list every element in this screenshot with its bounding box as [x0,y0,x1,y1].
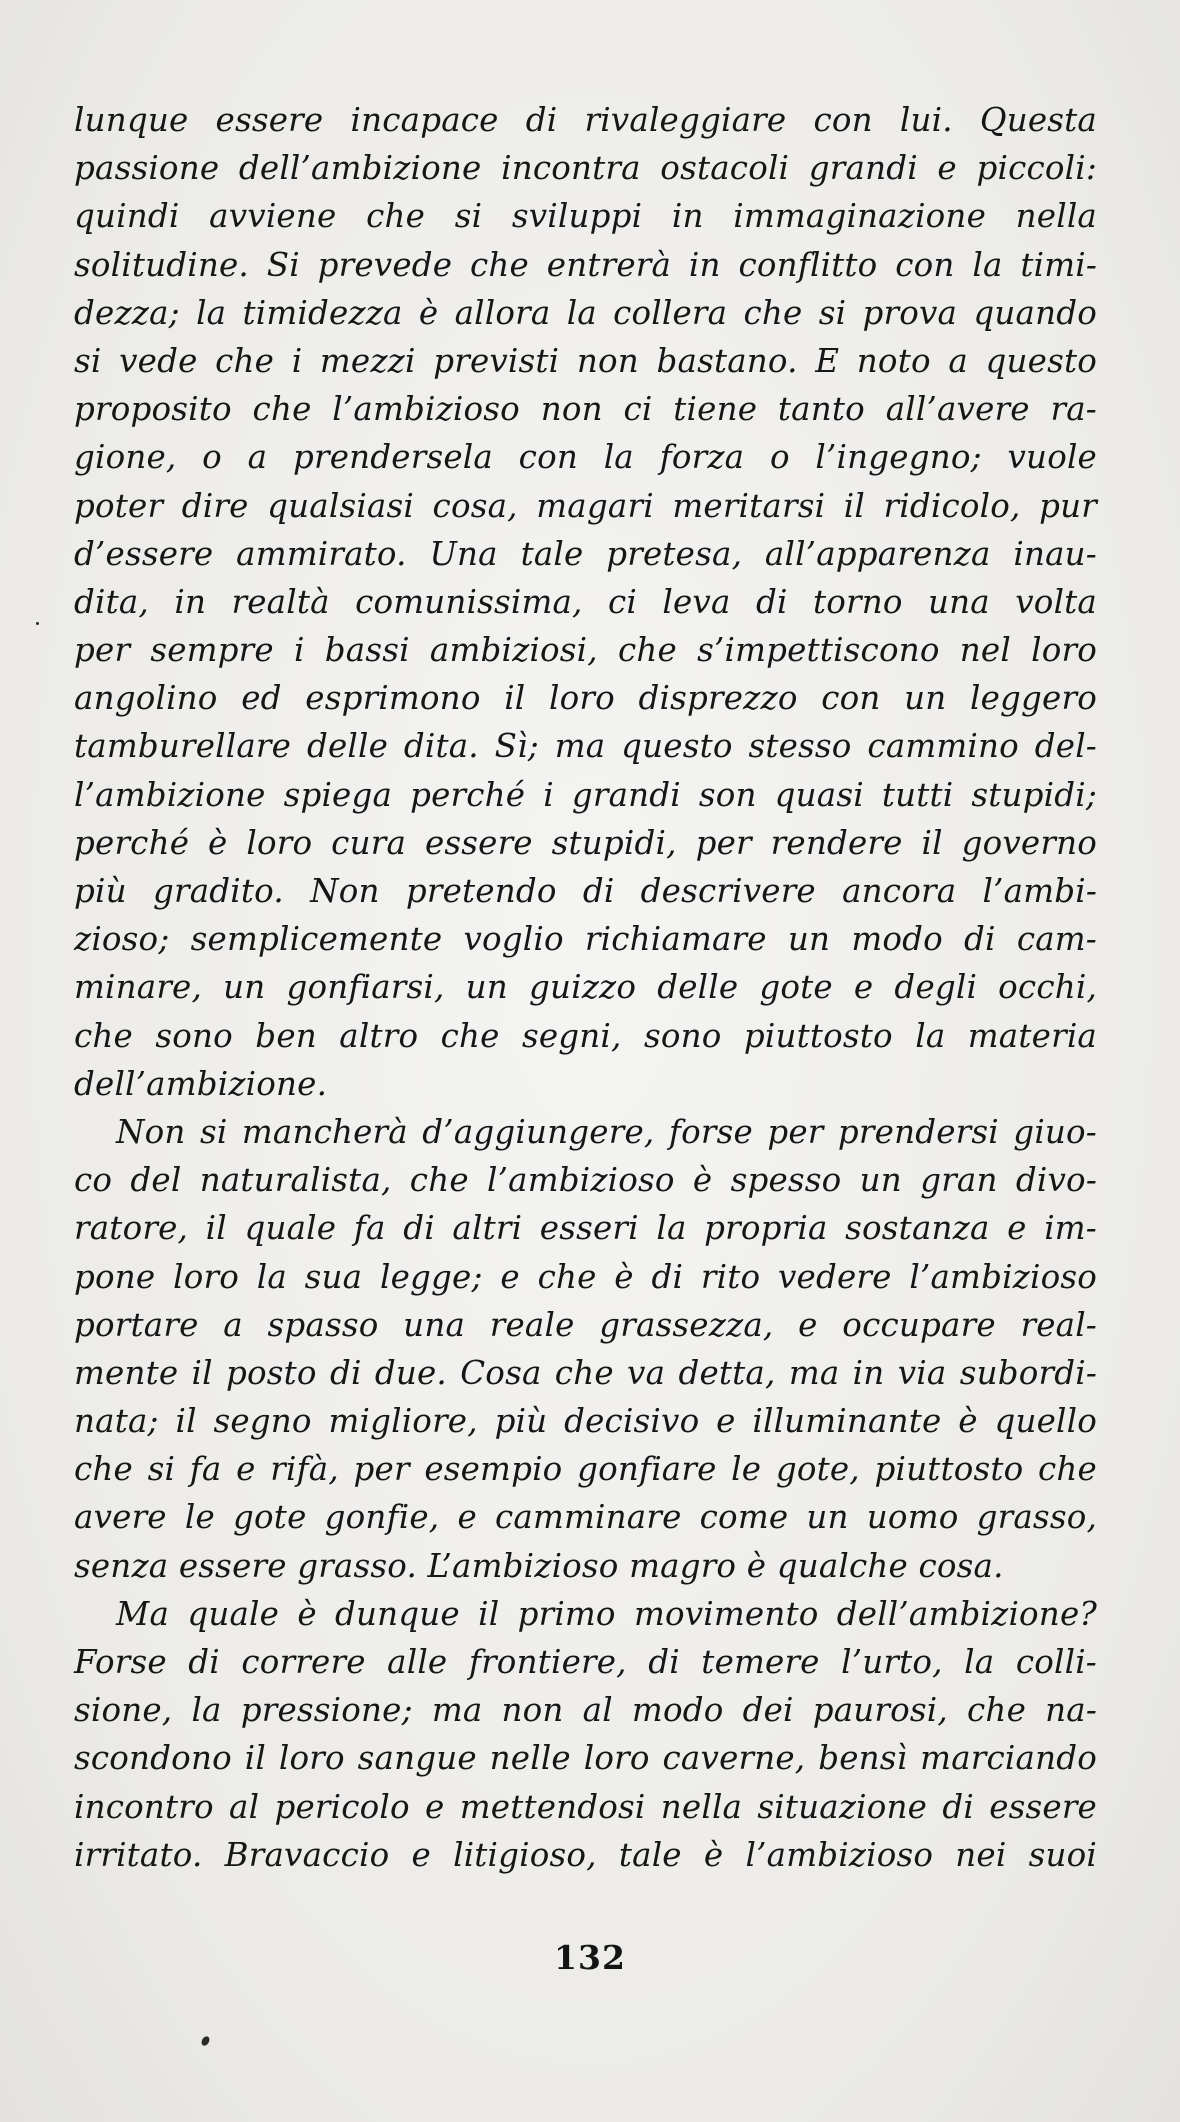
text-line: ratore, il quale fa di altri esseri la propria sostanza e im- [74,1209,1097,1248]
text-line: senza essere grasso. L’ambizioso magro è qualche cosa. [74,1546,1004,1585]
ink-speck [36,622,39,625]
text-line: che si fa e rifà, per esempio gonfiare le gote, piuttosto che [74,1450,1097,1489]
text-line: più gradito. Non pretendo di descrivere ancora l’ambi- [74,872,1097,910]
text-line: proposito che l’ambizioso non ci tiene tanto all’avere ra- [74,390,1097,429]
text-line: passione dell’ambizione incontra ostacoli grandi e piccoli: [74,149,1097,188]
page-number: 132 [554,1938,626,1977]
text-line: avere le gote gonfie, e camminare come un uomo grasso, [74,1498,1097,1537]
text-line: incontro al pericolo e mettendosi nella situazione di essere [74,1787,1097,1826]
text-line: l’ambizione spiega perché i grandi son quasi tutti stupidi; [74,775,1097,814]
text-line: sione, la pressione; ma non al modo dei paurosi, che na- [74,1691,1097,1730]
text-line: tamburellare delle dita. Sì; ma questo stesso cammino del- [74,727,1097,766]
ink-speck [200,2035,211,2047]
body-text [74,96,1097,1879]
text-line: per sempre i bassi ambiziosi, che s’impettiscono nel loro [74,631,1097,670]
text-line: mente il posto di due. Cosa che va detta, ma in via subordi- [74,1353,1097,1392]
text-line: portare a spasso una reale grassezza, e occupare real- [74,1305,1097,1344]
text-line: dezza; la timidezza è allora la collera che si prova quando [74,293,1097,332]
text-line: angolino ed esprimono il loro disprezzo con un leggero [74,679,1097,718]
text-line: irritato. Bravaccio e litigioso, tale è l’ambizioso nei suoi [74,1835,1097,1874]
text-line: pone loro la sua legge; e che è di rito vedere l’ambizioso [74,1257,1097,1296]
text-line: Forse di correre alle frontiere, di temere l’urto, la colli- [74,1643,1097,1681]
text-line: gione, o a prendersela con la forza o l’ingegno; vuole [74,438,1097,477]
text-line: lunque essere incapace di rivaleggiare con lui. Questa [74,101,1097,139]
text-line: minare, un gonfiarsi, un guizzo delle gote e degli occhi, [74,968,1097,1007]
text-line: Non si mancherà d’aggiungere, forse per prendersi giuo- [116,1112,1097,1151]
text-line: solitudine. Si prevede che entrerà in conflitto con la timi- [74,245,1097,284]
text-line: Ma quale è dunque il primo movimento dell’ambizione? [116,1594,1097,1633]
text-line: co del naturalista, che l’ambizioso è spesso un gran divo- [74,1161,1097,1200]
text-line: perché è loro cura essere stupidi, per rendere il governo [74,823,1097,862]
text-line: che sono ben altro che segni, sono piuttosto la materia [74,1016,1097,1055]
text-line: dell’ambizione. [74,1064,328,1103]
text-line: dita, in realtà comunissima, ci leva di torno una volta [74,582,1097,621]
text-line: zioso; semplicemente voglio richiamare un modo di cam- [74,920,1097,959]
text-line: poter dire qualsiasi cosa, magari meritarsi il ridicolo, pur [74,486,1097,525]
text-line: d’essere ammirato. Una tale pretesa, all’apparenza inau- [74,534,1097,573]
text-line: nata; il segno migliore, più decisivo e illuminante è quello [74,1402,1097,1441]
text-line: si vede che i mezzi previsti non bastano. E noto a questo [74,341,1097,380]
text-line: scondono il loro sangue nelle loro caverne, bensì marciando [74,1739,1097,1778]
text-line: quindi avviene che si sviluppi in immaginazione nella [74,197,1097,236]
